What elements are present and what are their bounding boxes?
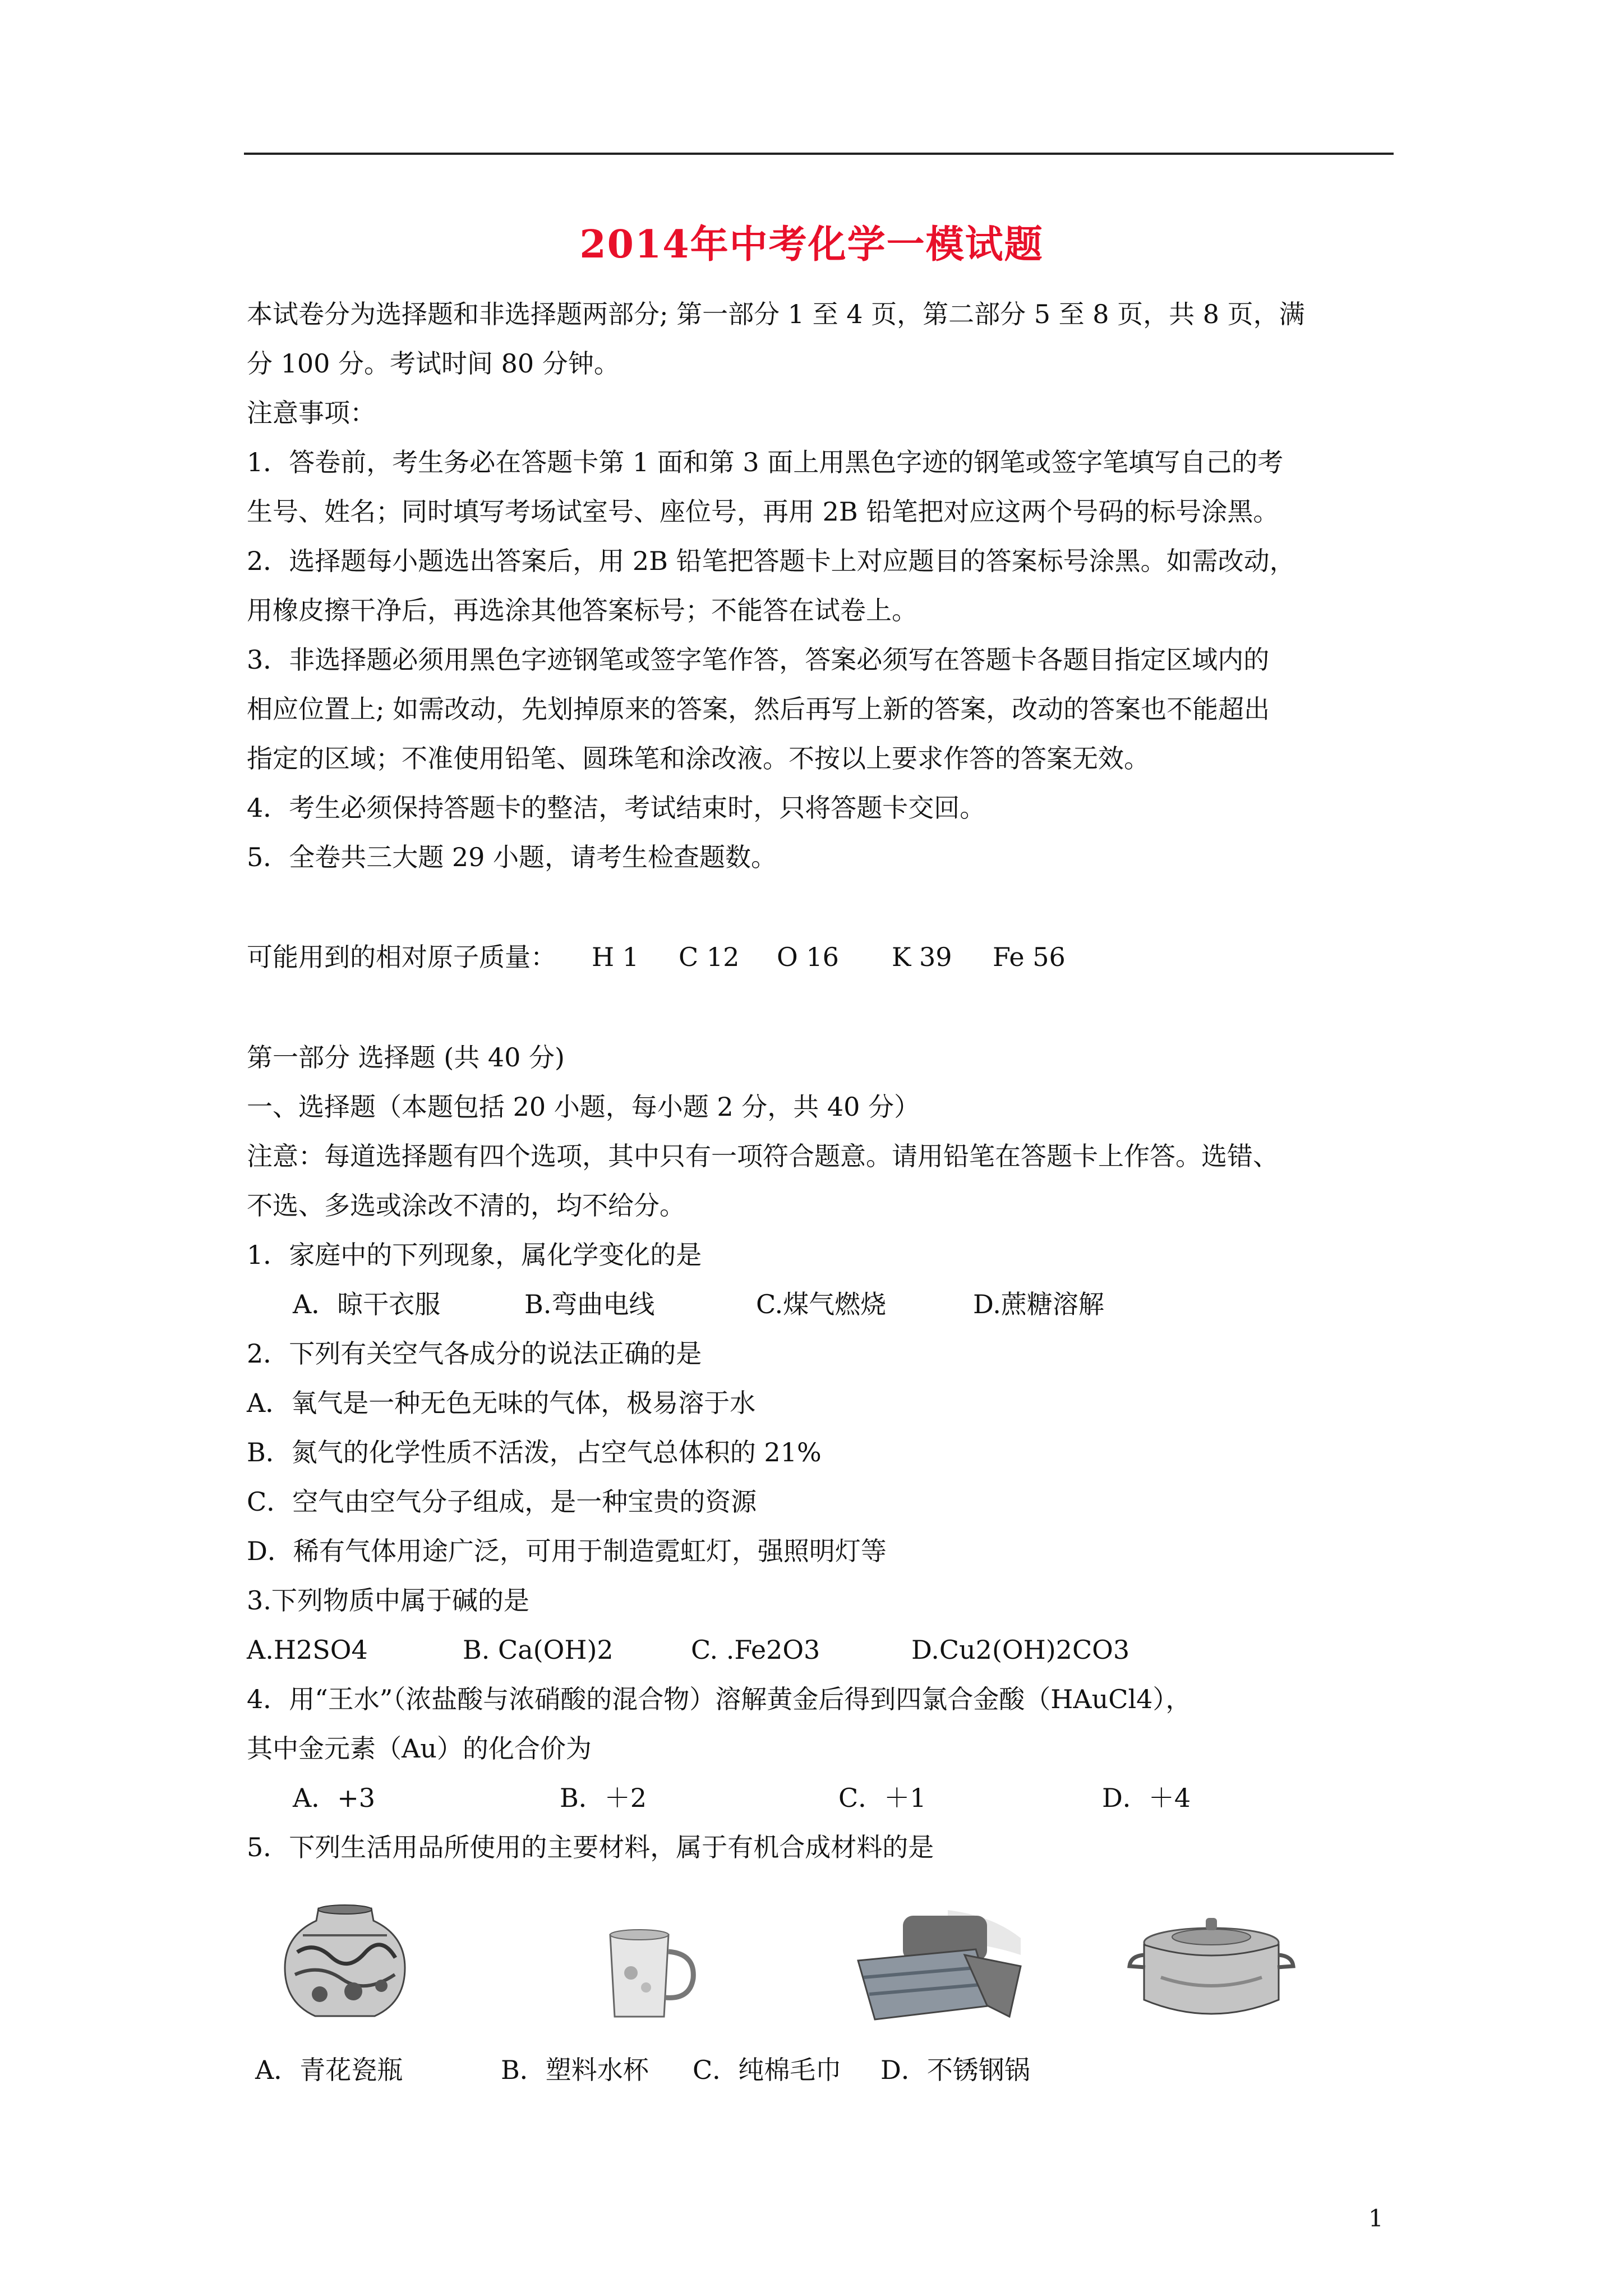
question-4-stem: 4．用“王水”（浓盐酸与浓硝酸的混合物）溶解黄金后得到四氯合金酸（HAuCl4）， bbox=[247, 1684, 1192, 1714]
question-3-option-d: D.Cu2(OH)2CO3 bbox=[911, 1635, 1130, 1665]
atomic-mass-item: C 12 bbox=[679, 942, 740, 972]
notice-line: 指定的区域；不准使用铅笔、圆珠笔和涂改液。不按以上要求作答的答案无效。 bbox=[247, 743, 1150, 774]
question-4-option-c: C．＋1 bbox=[838, 1783, 926, 1813]
question-3-option-c: C. .Fe2O3 bbox=[691, 1635, 820, 1665]
notice-line: 1．答卷前，考生务必在答题卡第 1 面和第 3 面上用黑色字迹的钢笔或签字笔填写自己的考 bbox=[247, 447, 1284, 477]
notice-line: 相应位置上; 如需改动，先划掉原来的答案，然后再写上新的答案，改动的答案也不能超出 bbox=[247, 694, 1270, 724]
atomic-mass-item: H 1 bbox=[592, 942, 639, 972]
atomic-mass-item: K 39 bbox=[892, 942, 952, 972]
notice-heading: 注意事项： bbox=[247, 398, 376, 428]
notice-line: 5．全卷共三大题 29 小题，请考生检查题数。 bbox=[247, 842, 777, 872]
question-5-option-b: B．塑料水杯 bbox=[501, 2055, 649, 2085]
question-3-option-a: A.H2SO4 bbox=[247, 1635, 368, 1665]
section-note: 注意：每道选择题有四个选项，其中只有一项符合题意。请用铅笔在答题卡上作答。选错、 bbox=[247, 1141, 1279, 1171]
notice-line: 2．选择题每小题选出答案后，用 2B 铅笔把答题卡上对应题目的答案标号涂黑。如需改动， bbox=[247, 546, 1295, 576]
question-1-option-c: C.煤气燃烧 bbox=[756, 1289, 887, 1319]
question-2-option-a: A．氧气是一种无色无味的气体，极易溶于水 bbox=[247, 1388, 756, 1418]
question-1-option-a: A．晾干衣服 bbox=[293, 1289, 441, 1319]
question-4-option-d: D．＋4 bbox=[1102, 1783, 1191, 1813]
question-2-option-c: C．空气由空气分子组成，是一种宝贵的资源 bbox=[247, 1487, 757, 1517]
cotton-towel-image bbox=[852, 1904, 1032, 2025]
question-3-option-b: B. Ca(OH)2 bbox=[463, 1635, 614, 1665]
notice-line: 用橡皮擦干净后，再选涂其他答案标号；不能答在试卷上。 bbox=[247, 595, 917, 625]
intro-line-2: 分 100 分。考试时间 80 分钟。 bbox=[247, 348, 620, 379]
question-3-stem: 3.下列物质中属于碱的是 bbox=[247, 1585, 529, 1616]
notice-line: 4．考生必须保持答题卡的整洁，考试结束时，只将答题卡交回。 bbox=[247, 793, 986, 823]
stainless-steel-pot-image bbox=[1127, 1910, 1295, 2025]
plastic-cup-image bbox=[606, 1927, 698, 2022]
blue-white-vase-image bbox=[280, 1902, 409, 2022]
question-2-option-d: D．稀有气体用途广泛，可用于制造霓虹灯，强照明灯等 bbox=[247, 1536, 887, 1566]
question-5-option-a: A．青花瓷瓶 bbox=[255, 2055, 403, 2085]
notice-line: 生号、姓名；同时填写考场试室号、座位号，再用 2B 铅笔把对应这两个号码的标号涂黑。 bbox=[247, 496, 1279, 527]
question-4-stem: 其中金元素（Au）的化合价为 bbox=[247, 1733, 592, 1764]
atomic-mass-item: O 16 bbox=[777, 942, 839, 972]
section-note: 不选、多选或涂改不清的，均不给分。 bbox=[247, 1190, 685, 1221]
section-heading: 一、选择题（本题包括 20 小题，每小题 2 分，共 40 分） bbox=[247, 1092, 920, 1122]
question-2-option-b: B．氮气的化学性质不活泼，占空气总体积的 21% bbox=[247, 1437, 822, 1467]
page-number: 1 bbox=[1368, 2205, 1384, 2232]
part1-heading: 第一部分 选择题 (共 40 分) bbox=[247, 1042, 565, 1073]
question-1-option-b: B.弯曲电线 bbox=[524, 1289, 655, 1319]
notice-line: 3．非选择题必须用黑色字迹钢笔或签字笔作答，答案必须写在答题卡各题目指定区域内的 bbox=[247, 645, 1270, 675]
question-1-option-d: D.蔗糖溶解 bbox=[973, 1289, 1104, 1319]
page-title: 2014年中考化学一模试题 bbox=[579, 222, 1044, 267]
question-2-stem: 2．下列有关空气各成分的说法正确的是 bbox=[247, 1338, 702, 1369]
header-rule bbox=[244, 153, 1394, 155]
intro-line-1: 本试卷分为选择题和非选择题两部分; 第一部分 1 至 4 页，第二部分 5 至 8 页，共 8 页，满 bbox=[247, 299, 1305, 329]
question-5-option-d: D．不锈钢锅 bbox=[880, 2055, 1030, 2085]
question-5-option-c: C．纯棉毛巾 bbox=[693, 2055, 842, 2085]
question-1-stem: 1．家庭中的下列现象，属化学变化的是 bbox=[247, 1240, 702, 1270]
atomic-mass-label: 可能用到的相对原子质量： bbox=[247, 942, 556, 972]
atomic-mass-item: Fe 56 bbox=[993, 942, 1066, 972]
question-5-stem: 5．下列生活用品所使用的主要材料，属于有机合成材料的是 bbox=[247, 1832, 934, 1862]
question-4-option-a: A．+3 bbox=[293, 1783, 376, 1813]
question-4-option-b: B．＋2 bbox=[560, 1783, 647, 1813]
